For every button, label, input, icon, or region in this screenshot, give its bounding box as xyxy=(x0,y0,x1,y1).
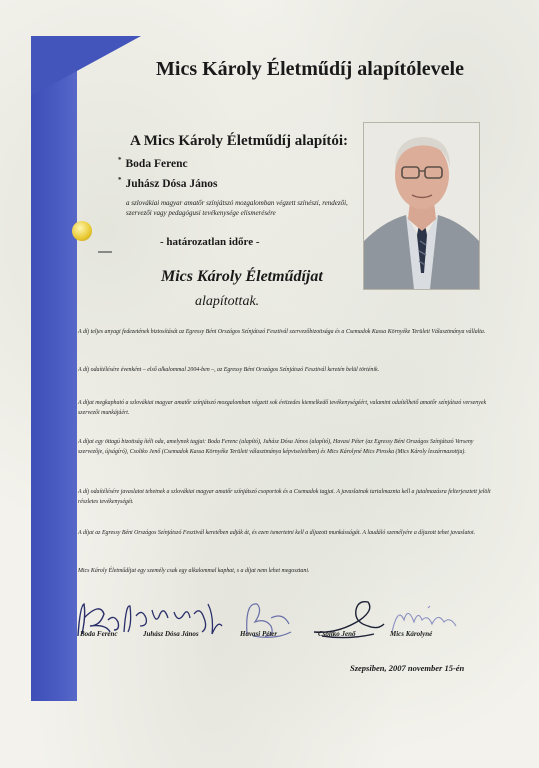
document-title: Mics Károly Életműdíj alapítólevele xyxy=(156,58,464,80)
founder-name: Boda Ferenc xyxy=(125,157,188,170)
founding-purpose: a szlovákiai magyar amatőr színjátszó mozgalomban végzett színészi, rendezői, szervezői vagy pedagógusi tevékenysége elismerésére xyxy=(126,199,348,217)
paragraph-schedule: A díj odaítélésére évenként – első alkalommal 2004-ben –, az Egressy Béni Országos Színjátszó Fesztivál keretén belül történik. xyxy=(78,367,380,373)
signature-mics xyxy=(388,596,463,646)
signatory-name: Havasi Péter xyxy=(240,630,278,638)
decorative-dash xyxy=(98,251,112,253)
signatory-name: Boda Ferenc xyxy=(80,630,118,638)
paragraph-restriction: Mics Károly Életműdíjat egy személy csak egy alkalommal kaphat, s a díjat nem lehet megosztani. xyxy=(78,568,310,574)
paragraph-eligibility: A díjat megkapható a szlovákiai magyar amatőr színjátszó mozgalomban végzett sok évtizedes kiemelkedő tevékenységéért, valamint odaítélhető amatőr színjátszó versenyek szervezői munkájáért. xyxy=(78,400,487,416)
founder-name: Juhász Dósa János xyxy=(125,177,218,190)
signatory-name: Juhász Dósa János xyxy=(143,630,199,638)
founder-item xyxy=(118,156,188,170)
founder-item xyxy=(118,176,218,190)
award-name: Mics Károly Életműdíjat xyxy=(161,268,323,285)
founded-text: alapítottak. xyxy=(195,294,260,309)
signatory-name: Csoltko Jenő xyxy=(318,630,356,638)
yellow-bullet-icon xyxy=(72,221,92,241)
paragraph-committee: A díjat egy öttagú bizottság ítéli oda, amelynek tagjai: Boda Ferenc (alapító), Juhász Dósa János (alapító), Havasi Péter (az Egressy Béni Országos Színjátszó Verseny szervezője, újságíró), Csoltko Jenő (Csemadok Kassa Környéke Területi választmánya képviseletében) és Mics Károlyné Mics Piroska (Mics Károly leszármazottja). xyxy=(78,439,474,455)
paragraph-funding: A díj teljes anyagi fedezetének biztosítását az Egressy Béni Országos Színjátszó Fesztivál szervezőbizottsága és a Csemadok Kassa Környéke Területi Választmánya vállalta. xyxy=(78,329,486,335)
paragraph-nominations: A díj odaítélésére javaslatot tehetnek a szlovákiai magyar amatőr színjátszó csoportok és a Csemadok tagjai. A javaslatnak tartalmaznia kell a jutalmazásra felterjesztett jelölt részletes tevékenységét. xyxy=(78,489,491,505)
asterisk-icon: * xyxy=(118,176,122,184)
signatory-name: Mics Károlyné xyxy=(390,630,433,638)
period-text: - határozatlan időre - xyxy=(160,236,260,248)
portrait-photo xyxy=(363,122,480,290)
place-and-date: Szepsiben, 2007 november 15-én xyxy=(350,663,465,673)
founders-heading: A Mics Károly Életműdíj alapítói: xyxy=(130,133,349,149)
asterisk-icon: * xyxy=(118,156,122,164)
signature-havasi xyxy=(235,596,297,646)
signature-csoltko xyxy=(308,596,388,646)
paragraph-ceremony: A díjat az Egressy Béni Országos Színjátszó Fesztivál keretében adják át, és ezen ismertetni kell a díjazott munkásságát. A laudáló személyére a díjazott tehet javaslatot. xyxy=(78,530,476,536)
signature-juhasz xyxy=(118,596,226,646)
